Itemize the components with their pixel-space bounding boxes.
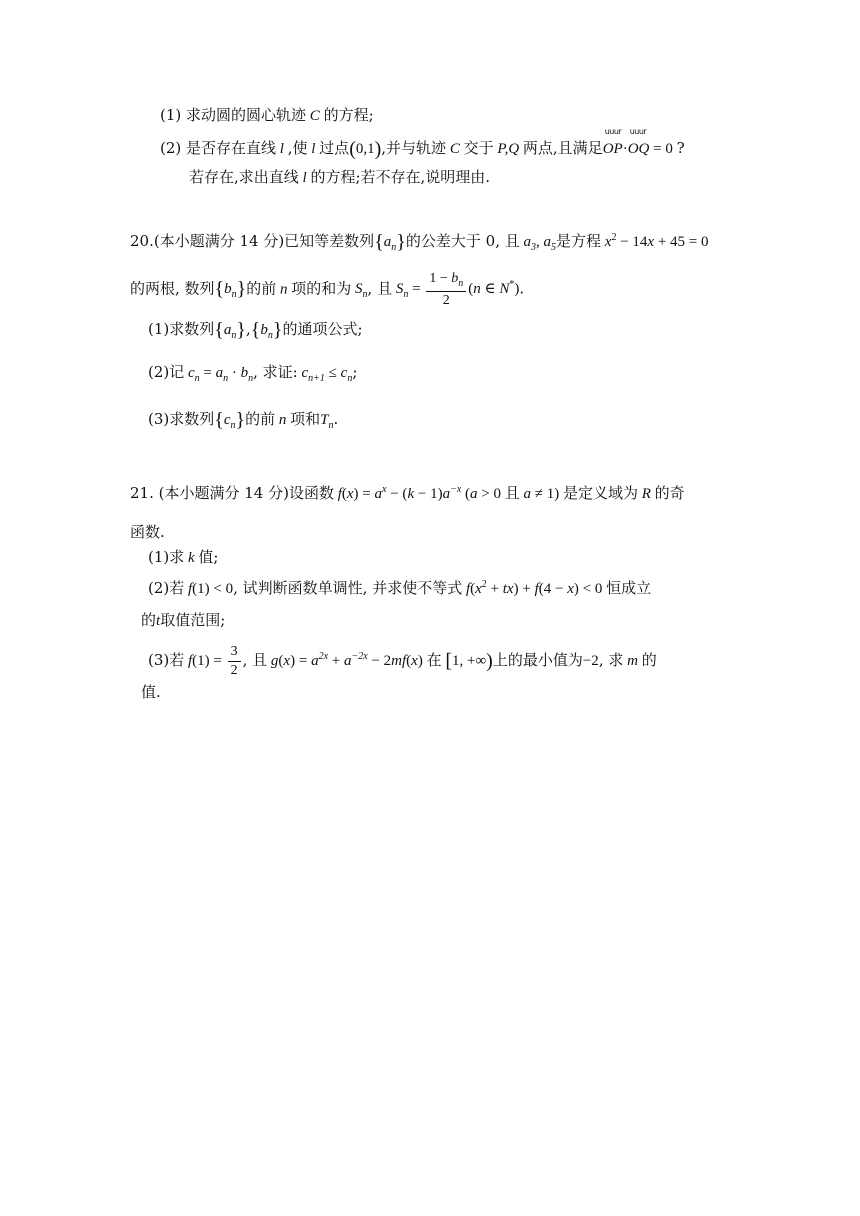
q21-header-text: 的奇 xyxy=(654,484,685,502)
q19-part2-text: 是否存在直线 xyxy=(186,139,277,157)
math-a3-a5: $a_3$, $a_5$ xyxy=(519,234,557,253)
math-C: C xyxy=(446,141,464,157)
math-k: k xyxy=(184,550,199,566)
q20-part3-text: 项和 xyxy=(290,410,321,428)
q20-header xyxy=(130,232,709,253)
q21-part1 xyxy=(148,550,218,566)
q20-text: 的前 xyxy=(246,279,277,298)
math-vector-equation: OP uuur ·OQ uuur = 0 xyxy=(602,127,677,157)
q19-part2-text: 的方程;若不存在,说明理由. xyxy=(310,168,491,186)
q20-header-text: 的公差大于 0, 且 xyxy=(405,232,520,250)
math-Sn-formula: $S_n$ = $\frac{1 - b_n}{2}$ (n ∈ N*) xyxy=(392,271,520,308)
q21-part3 xyxy=(148,645,657,678)
math-point: (0,1) xyxy=(349,138,382,160)
q21-header-text: 是定义域为 xyxy=(562,484,638,502)
q21-part2-text: 恒成立 xyxy=(606,579,652,597)
q21-part3-text: 值. xyxy=(141,683,161,701)
q21-part3-cont xyxy=(141,685,161,700)
q19-part1-text2: 的方程; xyxy=(323,106,374,124)
q20-part1-text: , xyxy=(245,320,251,338)
q21-part3-text: 的 xyxy=(641,650,657,669)
q19-part1-text: 求动圆的圆心轨迹 xyxy=(186,106,307,124)
math-l: l xyxy=(276,141,288,157)
math-n: n xyxy=(276,281,292,298)
q20-text: . xyxy=(519,279,525,298)
q21-part1-text: (1)求 xyxy=(148,548,185,566)
math-Sn: $S_n$ xyxy=(351,281,368,301)
q19-part1-number: (1) xyxy=(160,106,182,124)
q21-header-text: 且 xyxy=(504,484,520,502)
q20-part3 xyxy=(148,410,338,431)
math-seq-a: $\{a_n\}$ xyxy=(374,231,406,253)
q20-part2-text: ; xyxy=(352,363,358,381)
math-seq-a: $\{a_n\}$ xyxy=(214,319,246,341)
q21-part3-text: 在 xyxy=(426,650,442,669)
q20-text: 项的和为 xyxy=(291,279,352,298)
math-equation: $x^2 - 14x + 45 = 0$ xyxy=(601,232,709,250)
q20-part2-text: (2)记 xyxy=(148,363,185,381)
q21-part3-text: , 求 xyxy=(598,650,624,669)
math-seq-b: $\{b_n\}$ xyxy=(250,319,283,341)
q19-part2-cont xyxy=(189,170,490,186)
q21-part3-text: , 且 xyxy=(242,650,268,669)
q20-part1 xyxy=(148,320,363,341)
math-seq-b: $\{b_n\}$ xyxy=(214,278,247,301)
q21-part2-text: , 试判断函数单调性, 并求使不等式 xyxy=(233,579,463,597)
math-inequality: $c_{n+1} \le c_n$ xyxy=(297,365,353,384)
q21-header-cont xyxy=(130,525,165,540)
math-f1-neg: f(1) < 0 xyxy=(184,581,234,597)
q21-part2 xyxy=(148,580,651,597)
q19-part2-text: ,使 xyxy=(287,139,308,157)
math-f1-value: f(1) = $\frac{3}{2}$ xyxy=(184,653,242,669)
q21-part2-text: 取值范围; xyxy=(160,611,226,629)
q20-text: 的两根, 数列 xyxy=(130,279,215,298)
q19-part2-number: (2) xyxy=(160,139,182,157)
q21-part2-cont xyxy=(141,613,225,629)
q21-part3-text: (3)若 xyxy=(148,650,185,669)
q21-part3-text: 上的最小值为 xyxy=(492,650,583,669)
vector-arrow-mark: uuur xyxy=(629,127,647,136)
math-inequality: $f(x^2 + tx) + f(4 - x) < 0$ xyxy=(462,579,607,597)
q20-line2 xyxy=(130,272,524,308)
math-C: C xyxy=(306,108,324,124)
math-PQ: P,Q xyxy=(493,141,523,157)
q19-part2-text: 两点,且满足 xyxy=(522,139,603,157)
q20-part1-text: (1)求数列 xyxy=(148,320,215,338)
q20-header-text: 20.(本小题满分 14 分)已知等差数列 xyxy=(130,232,375,250)
q19-part2-text: ,并与轨迹 xyxy=(381,139,447,157)
math-R: R xyxy=(638,486,655,502)
q21-part2-text: 的 xyxy=(141,611,157,629)
q21-header-text: 21. (本小题满分 14 分)设函数 xyxy=(130,484,334,502)
math-seq-c: $\{c_n\}$ xyxy=(214,409,246,431)
math-n: n xyxy=(275,412,291,428)
q19-part2-text: 若存在,求出直线 xyxy=(189,168,299,186)
q20-part1-text: 的通项公式; xyxy=(282,320,363,338)
math-l: l xyxy=(298,170,311,186)
q20-part2-text: , 求证: xyxy=(253,363,298,381)
q20-part3-text: (3)求数列 xyxy=(148,410,215,428)
math-t: t xyxy=(156,613,161,629)
q19-part2-text: ? xyxy=(676,139,685,157)
q19-part2-text: 交于 xyxy=(463,139,494,157)
math-cn-def: $c_n = a_n \cdot b_n$ xyxy=(184,365,254,384)
vector-arrow-mark: uuur xyxy=(604,127,622,136)
math-m: m xyxy=(623,652,642,669)
math-g-def: $g(x) = a^{2x} + a^{-2x} - 2mf(x)$ xyxy=(267,650,427,669)
math-function-def: $f(x) = a^x - (k - 1)a^{-x}$ (a > 0 xyxy=(333,484,505,502)
q19-part1 xyxy=(160,108,374,124)
q21-part1-text: 值; xyxy=(198,548,219,566)
q20-part3-text: 的前 xyxy=(245,410,276,428)
q20-header-text: 是方程 xyxy=(556,232,602,250)
q19-part2 xyxy=(160,127,685,160)
math-interval: [1, +∞) xyxy=(445,649,493,672)
math-l: l xyxy=(307,141,320,157)
q21-part2-text: (2)若 xyxy=(148,579,185,597)
math-condition: a ≠ 1) xyxy=(519,486,563,502)
q20-part3-text: . xyxy=(333,410,339,428)
math-neg2: −2 xyxy=(582,652,599,669)
q20-part2 xyxy=(148,365,357,384)
q21-header-text: 函数. xyxy=(130,523,165,541)
q19-part2-text: 过点 xyxy=(319,139,350,157)
q21-header xyxy=(130,485,685,502)
q20-text: , 且 xyxy=(367,279,393,298)
math-Tn: $T_n$ xyxy=(320,412,334,431)
